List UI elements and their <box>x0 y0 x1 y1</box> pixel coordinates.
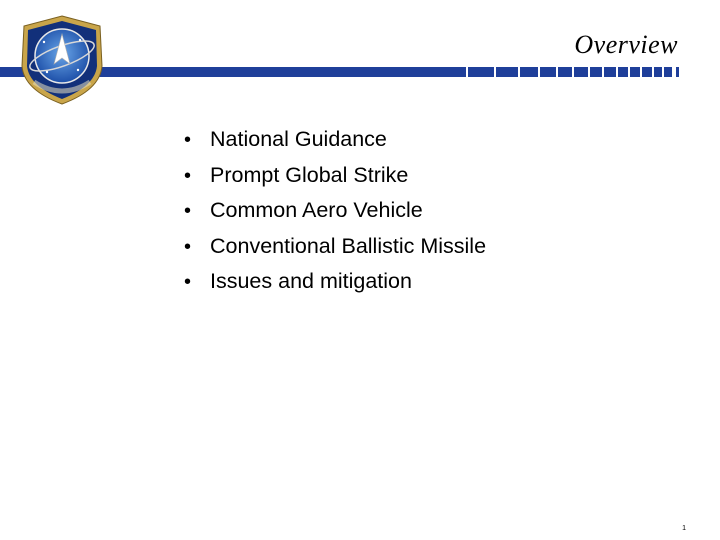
bullet-text: National Guidance <box>210 127 387 151</box>
list-item <box>184 193 486 229</box>
list-item <box>184 122 486 158</box>
bullet-text: Common Aero Vehicle <box>210 198 423 222</box>
bullet-marker: • <box>184 271 192 293</box>
bullet-marker: • <box>184 164 192 187</box>
page-title: Overview <box>574 30 678 59</box>
bullet-marker: • <box>184 129 192 151</box>
bullet-text: Issues and mitigation <box>210 269 412 293</box>
bullet-marker: • <box>184 235 192 258</box>
list-item <box>184 229 486 265</box>
bullet-marker: • <box>184 200 192 222</box>
bullet-text: Prompt Global Strike <box>210 162 409 187</box>
bullet-list <box>184 122 486 300</box>
list-item <box>184 158 486 194</box>
list-item <box>184 264 486 300</box>
air-force-space-command-shield-icon <box>14 12 110 108</box>
page-number: 1 <box>682 525 686 532</box>
bullet-text: Conventional Ballistic Missile <box>210 233 487 258</box>
